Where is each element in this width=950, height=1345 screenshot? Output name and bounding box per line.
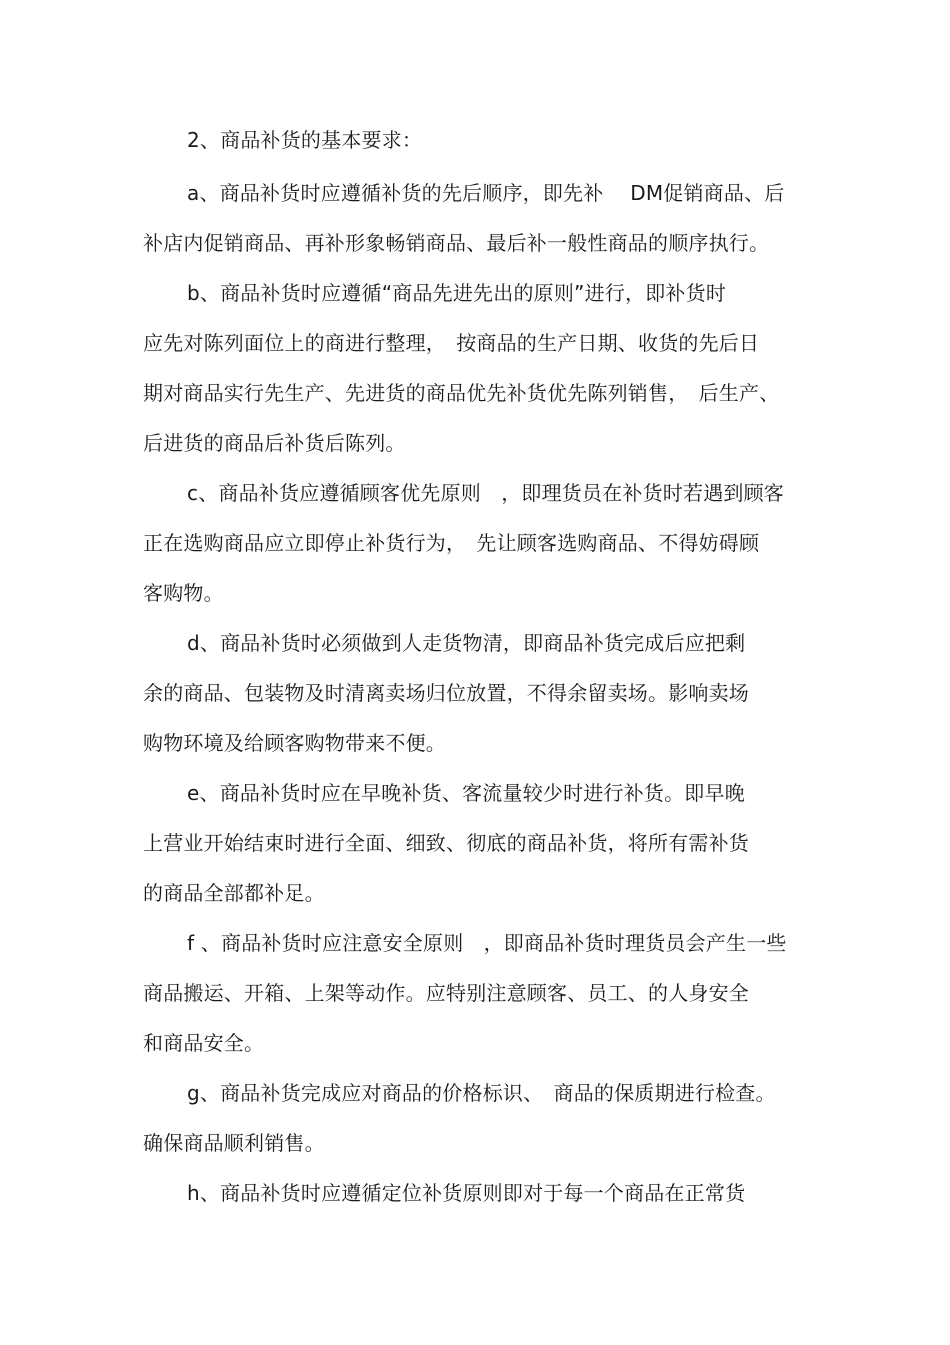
paragraph-b-line-2: 应先对陈列面位上的商进行整理， 按商品的生产日期、收货的先后日 (143, 331, 760, 355)
section-heading: 2、商品补货的基本要求： (187, 128, 423, 152)
paragraph-a-line-1: a、商品补货时应遵循补货的先后顺序，即先补 DM促销商品、后 (187, 181, 785, 205)
paragraph-g-line-2: 确保商品顺利销售。 (143, 1131, 325, 1155)
paragraph-a-line-2: 补店内促销商品、再补形象畅销商品、最后补一般性商品的顺序执行。 (143, 231, 770, 255)
paragraph-b-line-4: 后进货的商品后补货后陈列。 (143, 431, 406, 455)
paragraph-g-line-1: g、商品补货完成应对商品的价格标识、 商品的保质期进行检查。 (187, 1081, 776, 1105)
paragraph-f-line-2: 商品搬运、开箱、上架等动作。应特别注意顾客、员工、的人身安全 (143, 981, 749, 1005)
paragraph-d-line-2: 余的商品、包装物及时清离卖场归位放置，不得余留卖场。影响卖场 (143, 681, 749, 705)
paragraph-f-line-1: f 、商品补货时应注意安全原则 ，即商品补货时理货员会产生一些 (187, 931, 787, 955)
paragraph-e-line-1: e、商品补货时应在早晚补货、客流量较少时进行补货。即早晚 (187, 781, 745, 805)
paragraph-e-line-2: 上营业开始结束时进行全面、细致、彻底的商品补货，将所有需补货 (143, 831, 749, 855)
paragraph-c-line-3: 客购物。 (143, 581, 224, 605)
paragraph-b-line-1: b、商品补货时应遵循“商品先进先出的原则”进行，即补货时 (187, 281, 727, 305)
paragraph-b-line-3: 期对商品实行先生产、先进货的商品优先补货优先陈列销售， 后生产、 (143, 381, 780, 405)
paragraph-d-line-3: 购物环境及给顾客购物带来不便。 (143, 731, 446, 755)
paragraph-f-line-3: 和商品安全。 (143, 1031, 265, 1055)
paragraph-e-line-3: 的商品全部都补足。 (143, 881, 325, 905)
paragraph-h-line-1: h、商品补货时应遵循定位补货原则即对于每一个商品在正常货 (187, 1181, 746, 1205)
paragraph-d-line-1: d、商品补货时必须做到人走货物清，即商品补货完成后应把剩 (187, 631, 746, 655)
paragraph-c-line-2: 正在选购商品应立即停止补货行为， 先让顾客选购商品、不得妨碍顾 (143, 531, 760, 555)
paragraph-c-line-1: c、商品补货应遵循顾客优先原则 ，即理货员在补货时若遇到顾客 (187, 481, 784, 505)
